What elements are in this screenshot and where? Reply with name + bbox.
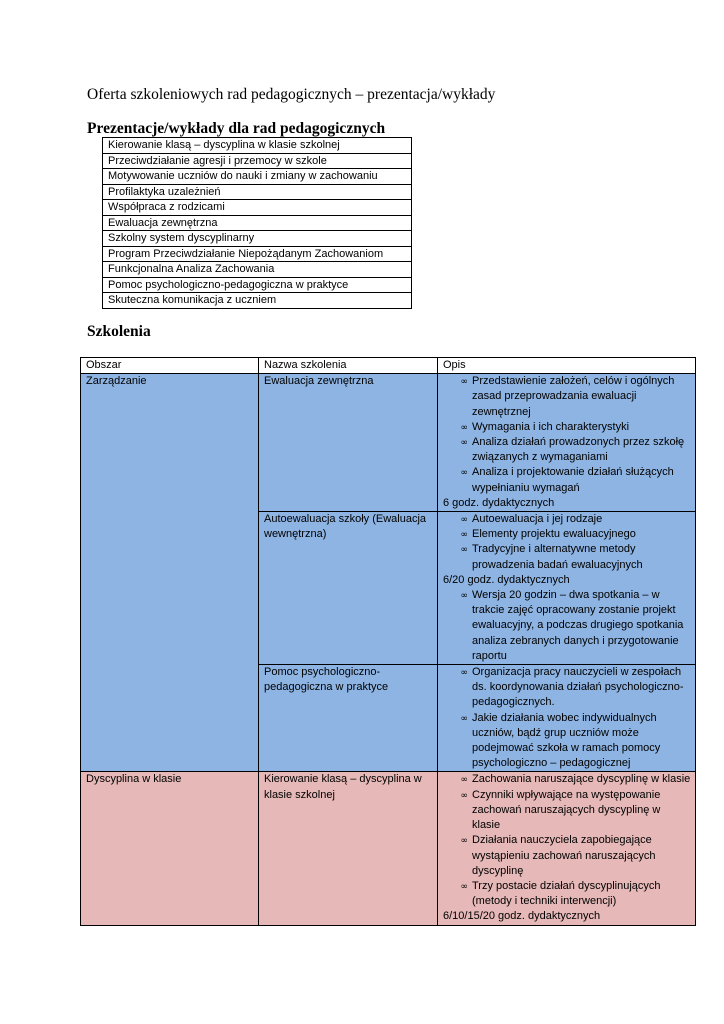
training-description	[438, 374, 696, 512]
table-row	[103, 184, 412, 200]
infinity-bullet-icon	[461, 374, 469, 390]
infinity-bullet-icon	[461, 879, 469, 895]
training-hours: 6/10/15/20 godz. dydaktycznych	[443, 910, 601, 923]
presentation-item: Ewaluacja zewnętrzna	[103, 215, 412, 231]
training-hours: 6/20 godz. dydaktycznych	[443, 573, 570, 586]
trainings-heading: Szkolenia	[87, 323, 151, 340]
trainings-table	[80, 357, 696, 926]
training-description	[438, 772, 696, 925]
training-hours: 6 godz. dydaktycznych	[443, 496, 555, 509]
infinity-bullet-icon	[461, 527, 469, 543]
table-row	[103, 231, 412, 247]
list-item: ∞ Jakie działania wobec indywidualnych uczniów, bądź grup uczniów może podejmować szkoła w ramach pomocy psychologiczno – pedagogicznej	[443, 711, 691, 772]
infinity-bullet-icon	[461, 788, 469, 804]
presentation-item: Profilaktyka uzależnień	[103, 184, 412, 200]
table-header-row	[81, 358, 696, 374]
infinity-bullet-icon	[461, 711, 469, 727]
list-item: ∞ Przedstawienie założeń, celów i ogólnych zasad przeprowadzania ewaluacji zewnętrznej	[443, 374, 691, 420]
column-header-area: Obszar	[81, 358, 259, 374]
table-row	[81, 772, 696, 925]
table-row	[103, 277, 412, 293]
table-row	[103, 246, 412, 262]
list-item: ∞ Analiza i projektowanie działań służących wypełnianiu wymagań	[443, 465, 691, 495]
list-item: ∞ Organizacja pracy nauczycieli w zespołach ds. koordynowania działań psychologiczno-pedagogicznych.	[443, 665, 691, 711]
infinity-bullet-icon	[461, 512, 469, 528]
list-item: ∞ Analiza działań prowadzonych przez szkołę związanych z wymaganiami	[443, 435, 691, 465]
list-item: ∞ Zachowania naruszające dyscyplinę w klasie	[443, 772, 691, 787]
table-row	[103, 200, 412, 216]
training-name: Ewaluacja zewnętrzna	[259, 374, 438, 512]
infinity-bullet-icon	[461, 420, 469, 436]
area-cell-management: Zarządzanie	[81, 374, 259, 772]
table-row	[103, 153, 412, 169]
presentation-item: Funkcjonalna Analiza Zachowania	[103, 262, 412, 278]
list-item: ∞ Trzy postacie działań dyscyplinujących (metody i techniki interwencji)	[443, 879, 691, 909]
presentations-heading: Prezentacje/wykłady dla rad pedagogicznych	[87, 120, 386, 137]
column-header-description: Opis	[438, 358, 696, 374]
presentation-item: Przeciwdziałanie agresji i przemocy w szkole	[103, 153, 412, 169]
infinity-bullet-icon	[461, 435, 469, 451]
list-item: ∞ Elementy projektu ewaluacyjnego	[443, 527, 691, 542]
table-row	[103, 293, 412, 309]
list-item: ∞ Autoewaluacja i jej rodzaje	[443, 512, 691, 527]
table-row	[103, 262, 412, 278]
table-row	[103, 169, 412, 185]
document-title: Oferta szkoleniowych rad pedagogicznych – prezentacja/wykłady	[87, 86, 496, 103]
presentation-item: Szkolny system dyscyplinarny	[103, 231, 412, 247]
infinity-bullet-icon	[461, 542, 469, 558]
presentation-item: Współpraca z rodzicami	[103, 200, 412, 216]
training-description	[438, 665, 696, 772]
list-item: ∞ Tradycyjne i alternatywne metody prowadzenia badań ewaluacyjnych	[443, 542, 691, 572]
table-row	[103, 138, 412, 154]
list-item: ∞ Działania nauczyciela zapobiegające wystąpieniu zachowań naruszających dyscyplinę	[443, 833, 691, 879]
infinity-bullet-icon	[461, 665, 469, 681]
training-name: Autoewaluacja szkoły (Ewaluacja wewnętrzna)	[259, 512, 438, 665]
table-row	[81, 374, 696, 512]
presentation-item: Kierowanie klasą – dyscyplina w klasie szkolnej	[103, 138, 412, 154]
infinity-bullet-icon	[461, 465, 469, 481]
presentation-item: Motywowanie uczniów do nauki i zmiany w zachowaniu	[103, 169, 412, 185]
presentations-table	[102, 137, 412, 309]
table-row	[103, 215, 412, 231]
column-header-name: Nazwa szkolenia	[259, 358, 438, 374]
area-cell-discipline: Dyscyplina w klasie	[81, 772, 259, 925]
training-description	[438, 512, 696, 665]
list-item: ∞ Wersja 20 godzin – dwa spotkania – w trakcie zajęć opracowany zostanie projekt ewaluacyjny, a podczas drugiego spotkania analiza zebranych danych i przygotowanie raportu	[443, 588, 691, 664]
presentation-item: Skuteczna komunikacja z uczniem	[103, 293, 412, 309]
infinity-bullet-icon	[461, 588, 469, 604]
training-name: Kierowanie klasą – dyscyplina w klasie szkolnej	[259, 772, 438, 925]
training-name: Pomoc psychologiczno-pedagogiczna w praktyce	[259, 665, 438, 772]
list-item: ∞ Wymagania i ich charakterystyki	[443, 420, 691, 435]
presentation-item: Program Przeciwdziałanie Niepożądanym Zachowaniom	[103, 246, 412, 262]
list-item: ∞ Czynniki wpływające na występowanie zachowań naruszających dyscyplinę w klasie	[443, 788, 691, 834]
infinity-bullet-icon	[461, 833, 469, 849]
infinity-bullet-icon	[461, 772, 469, 788]
presentation-item: Pomoc psychologiczno-pedagogiczna w praktyce	[103, 277, 412, 293]
